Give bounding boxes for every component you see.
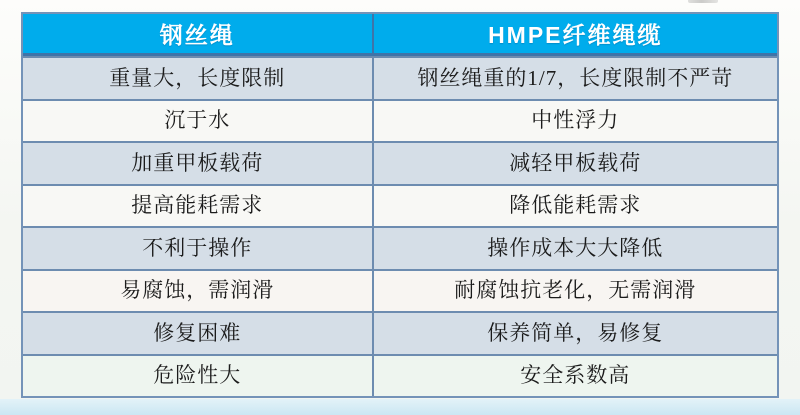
hmpe-cell: 减轻甲板载荷 [509, 150, 642, 175]
hmpe-cell: 安全系数高 [520, 363, 631, 388]
table-row [23, 354, 777, 397]
steel-rope-cell: 不利于操作 [23, 228, 374, 269]
table-row [23, 99, 777, 142]
steel-rope-cell: 易腐蚀，需润滑 [23, 271, 374, 312]
table-row [23, 311, 777, 354]
steel-rope-cell: 危险性大 [23, 356, 374, 397]
column-header-hmpe-fiber-rope: HMPE纤维绳缆 [488, 22, 663, 48]
cropped-content-artifact [688, 0, 718, 3]
hmpe-cell: 保养简单，易修复 [487, 320, 664, 345]
comparison-table [21, 12, 779, 398]
table-row [23, 184, 777, 227]
table-row [23, 56, 777, 99]
table-row [23, 141, 777, 184]
table-header-row [23, 14, 777, 56]
hmpe-cell: 钢丝绳重的1/7，长度限制不严苛 [417, 65, 734, 90]
steel-rope-cell: 沉于水 [23, 101, 374, 142]
hmpe-cell: 操作成本大大降低 [487, 235, 664, 260]
table-row [23, 269, 777, 312]
steel-rope-cell: 重量大，长度限制 [23, 58, 374, 99]
hmpe-cell: 中性浮力 [531, 108, 620, 133]
hmpe-cell: 耐腐蚀抗老化，无需润滑 [454, 278, 697, 303]
steel-rope-cell: 加重甲板载荷 [23, 143, 374, 184]
table-row [23, 226, 777, 269]
steel-rope-cell: 修复困难 [23, 313, 374, 354]
bottom-gradient-band [0, 399, 800, 415]
steel-rope-cell: 提高能耗需求 [23, 186, 374, 227]
hmpe-cell: 降低能耗需求 [509, 193, 642, 218]
column-header-steel-wire-rope: 钢丝绳 [23, 14, 374, 53]
